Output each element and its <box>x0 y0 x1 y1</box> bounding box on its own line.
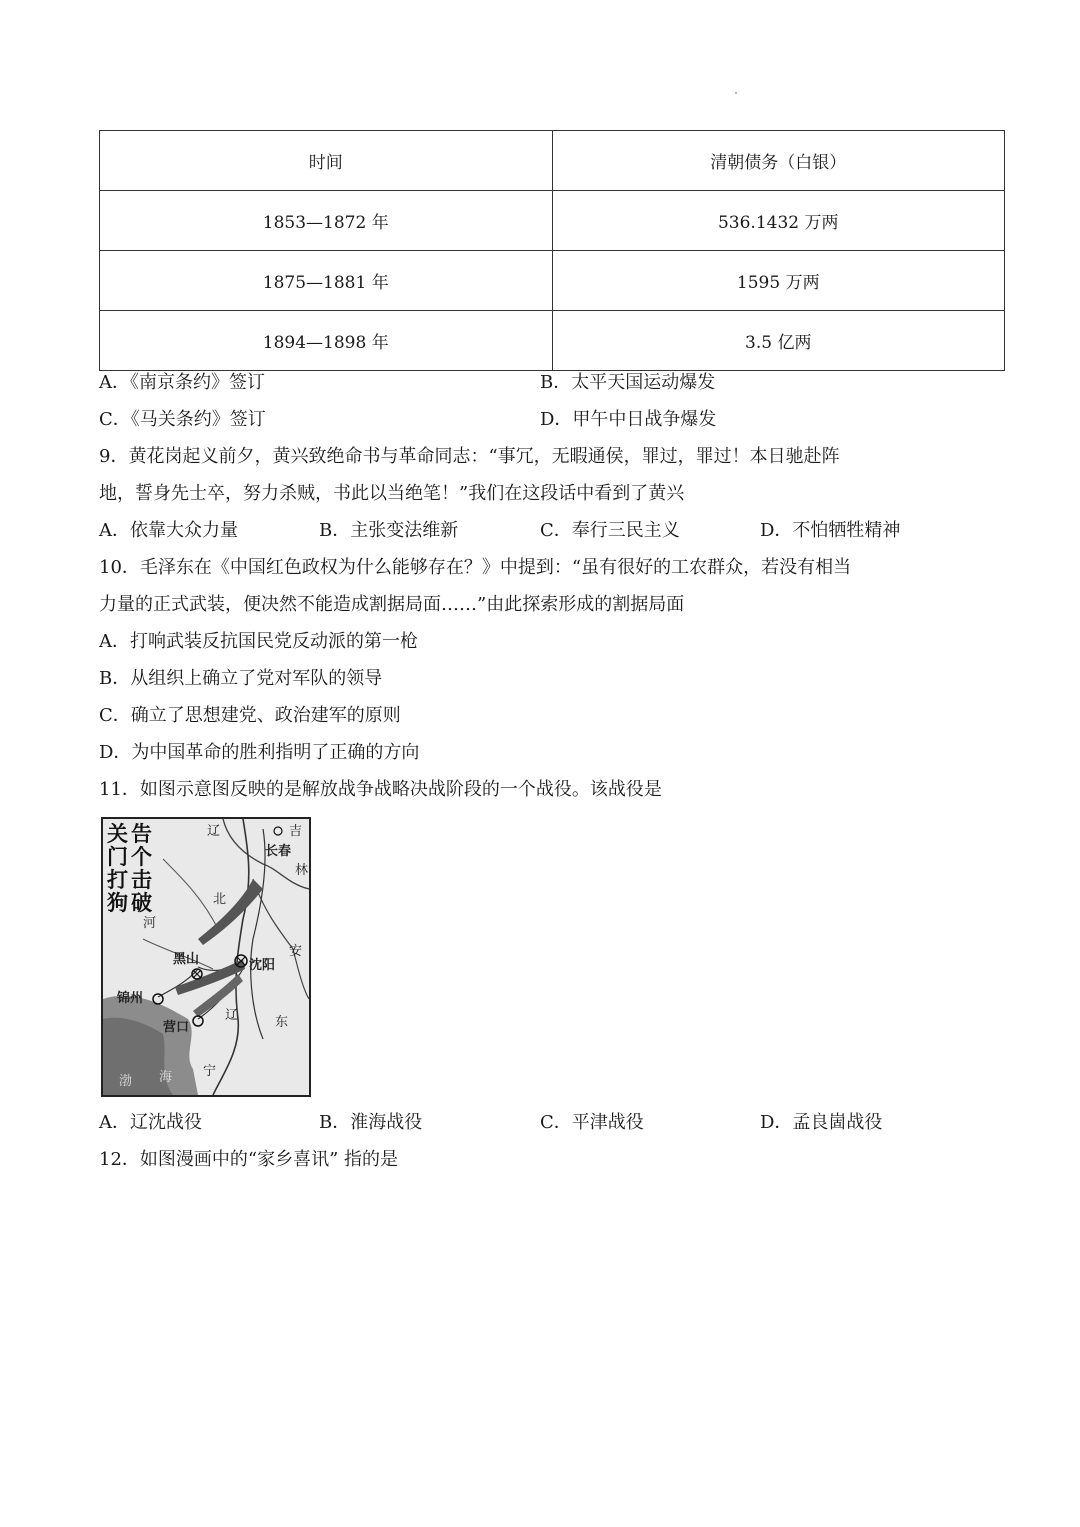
map-slogan-char: 狗 <box>107 891 128 915</box>
map-label: 辽 <box>207 824 221 839</box>
q10-option-c: C．确立了思想建党、政治建军的原则 <box>99 705 401 726</box>
table-cell: 1875—1881 年 <box>100 251 553 311</box>
q12-stem: 12．如图漫画中的“家乡喜讯” 指的是 <box>99 1149 399 1170</box>
q9-option-a: A．依靠大众力量 <box>99 520 238 541</box>
map-label: 锦州 <box>117 991 144 1006</box>
q8-option-b: B．太平天国运动爆发 <box>540 372 716 393</box>
table-header-row <box>100 131 1005 191</box>
table-row <box>100 311 1005 371</box>
map-label: 宁 <box>203 1064 217 1079</box>
table-row <box>100 251 1005 311</box>
q9-option-d: D．不怕牺牲精神 <box>760 520 901 541</box>
map-slogan-char: 门 <box>107 845 128 869</box>
map-label: 沈阳 <box>249 958 276 973</box>
map-slogan-char: 个 <box>131 845 152 869</box>
q11-option-d: D．孟良崮战役 <box>760 1112 883 1133</box>
map-slogan-char: 关 <box>107 822 128 846</box>
q9-option-c: C．奉行三民主义 <box>540 520 680 541</box>
table-header-cell: 时间 <box>100 131 553 191</box>
map-label: 黑山 <box>173 952 200 967</box>
map-label: 吉 <box>289 824 303 839</box>
q11-option-b: B．淮海战役 <box>319 1112 423 1133</box>
map-label: 林 <box>295 863 309 878</box>
map-slogan-char: 击 <box>131 868 152 892</box>
table-cell: 1853—1872 年 <box>100 191 553 251</box>
table-cell: 1894—1898 年 <box>100 311 553 371</box>
map-label: 辽 <box>225 1008 239 1023</box>
table-cell: 3.5 亿两 <box>552 311 1005 371</box>
map-label: 海 <box>159 1070 173 1085</box>
q11-option-a: A．辽沈战役 <box>99 1112 202 1133</box>
map-label: 东 <box>275 1015 289 1030</box>
map-label: 安 <box>289 944 303 959</box>
table-row <box>100 191 1005 251</box>
map-label: 河 <box>143 916 157 931</box>
q10-stem-line-2: 力量的正式武装，便决然不能造成割据局面……”由此探索形成的割据局面 <box>99 594 685 615</box>
map-label: 北 <box>213 892 227 907</box>
q10-stem-line-1: 10．毛泽东在《中国红色政权为什么能够存在？》中提到：“虽有很好的工农群众，若没有相当 <box>99 557 852 578</box>
debt-table <box>99 130 1005 371</box>
q8-option-d: D．甲午中日战争爆发 <box>540 409 717 430</box>
map-label: 渤 <box>119 1074 133 1089</box>
q10-option-a: A．打响武装反抗国民党反动派的第一枪 <box>99 631 418 652</box>
table-cell: 1595 万两 <box>552 251 1005 311</box>
map-slogan-char: 破 <box>131 891 152 915</box>
table-cell: 536.1432 万两 <box>552 191 1005 251</box>
q10-option-d: D．为中国革命的胜利指明了正确的方向 <box>99 742 420 763</box>
scan-dot <box>735 92 737 94</box>
map-slogan-char: 告 <box>131 822 152 846</box>
q9-stem-line-2: 地，誓身先士卒，努力杀贼，书此以当绝笔！”我们在这段话中看到了黄兴 <box>99 483 685 504</box>
q9-option-b: B．主张变法维新 <box>319 520 459 541</box>
q8-option-c: C．《马关条约》签订 <box>99 409 266 430</box>
q8-option-a: A．《南京条约》签订 <box>99 372 265 393</box>
map-label: 营口 <box>163 1020 190 1035</box>
map-slogan-char: 打 <box>107 868 128 892</box>
map-label: 长春 <box>265 844 292 859</box>
q11-option-c: C．平津战役 <box>540 1112 644 1133</box>
q11-stem: 11．如图示意图反映的是解放战争战略决战阶段的一个战役。该战役是 <box>99 779 662 800</box>
q10-option-b: B．从组织上确立了党对军队的领导 <box>99 668 383 689</box>
q9-stem-line-1: 9．黄花岗起义前夕，黄兴致绝命书与革命同志：“事冗，无暇通侯，罪过，罪过！本日驰赴阵 <box>99 446 840 467</box>
table-header-cell: 清朝债务（白银） <box>552 131 1005 191</box>
liaoshen-campaign-map <box>101 817 311 1097</box>
